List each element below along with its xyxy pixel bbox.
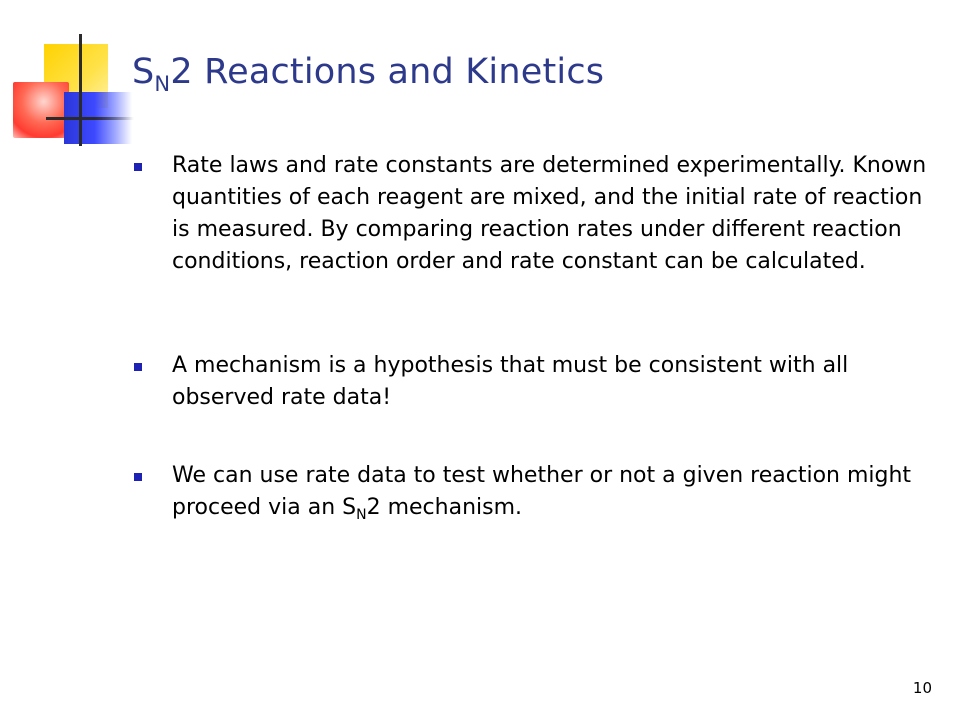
bullet-subscript: N <box>356 507 367 523</box>
bullet-marker-icon <box>134 363 142 371</box>
bullet-item <box>134 460 942 526</box>
vertical-line-decoration <box>79 34 82 146</box>
bullet-item <box>134 150 942 278</box>
bullet-marker-icon <box>134 473 142 481</box>
slide-title <box>132 52 605 96</box>
red-square-decoration <box>13 82 69 138</box>
bullet-text-before: We can use rate data to test whether or not a given reaction might proceed via an S <box>172 463 912 520</box>
bullet-text: Rate laws and rate constants are determined experimentally. Known quantities of each reagent are mixed, and the initial rate of reaction is measured. By comparing reaction rates under different reaction conditions, reaction order and rate constant can be calculated. <box>172 153 927 274</box>
bullet-text-after: 2 mechanism. <box>366 495 523 520</box>
horizontal-line-decoration <box>46 117 134 120</box>
title-prefix: S <box>132 52 155 92</box>
bullet-text: A mechanism is a hypothesis that must be consistent with all observed rate data! <box>172 353 849 410</box>
title-subscript: N <box>154 72 171 96</box>
bullet-item <box>134 350 942 414</box>
title-suffix: 2 Reactions and Kinetics <box>170 52 605 92</box>
page-number: 10 <box>912 679 932 697</box>
title-decoration <box>0 0 150 160</box>
bullet-marker-icon <box>134 163 142 171</box>
